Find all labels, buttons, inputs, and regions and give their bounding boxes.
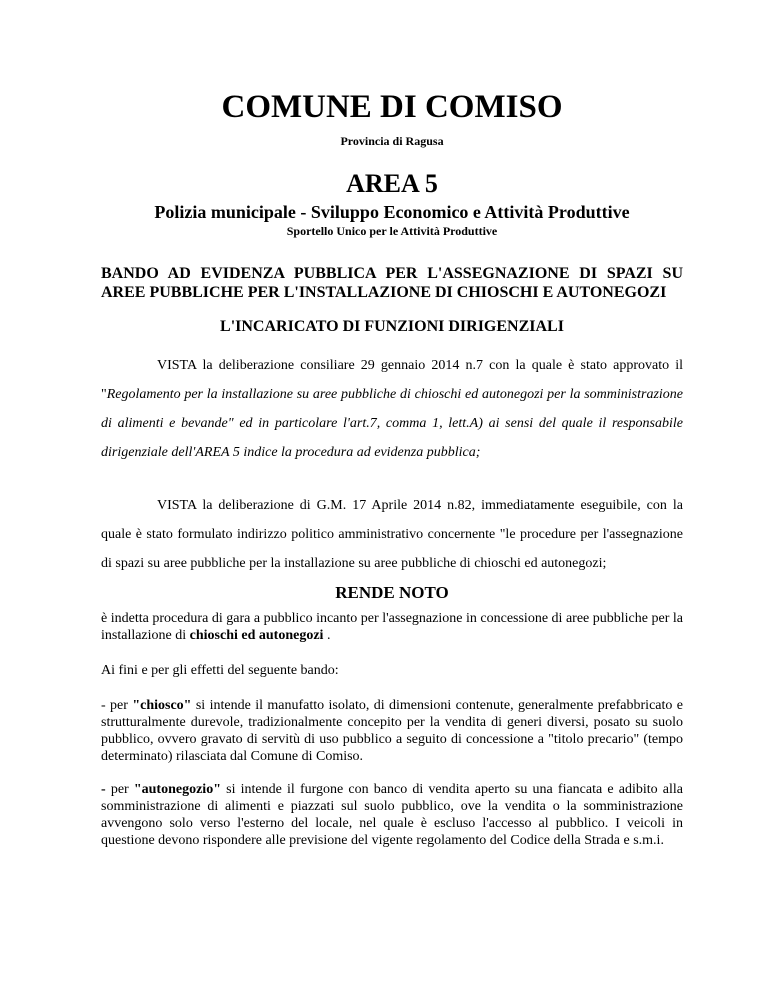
chiosco-paragraph <box>101 697 683 765</box>
ai-fini-paragraph: Ai fini e per gli effetti del seguente bando: <box>101 663 339 678</box>
vista-paragraph-2 <box>101 491 683 578</box>
autonegozio-paragraph <box>101 781 683 849</box>
area-subtitle: Polizia municipale - Sviluppo Economico e Attività Produttive <box>154 202 630 222</box>
chiosco-text: si intende il manufatto isolato, di dimensioni contenute, generalmente prefabbricato e strutturalmente durevole, tradizionalmente concepito per la vendita di generi diversi, posato su suolo pubblico, ovvero gravato di servitù di uso pubblico a seguito di concessione a "titolo precario" (tempo determinato) rilasciata dal Comune di Comiso. <box>101 698 683 764</box>
bando-title: BANDO AD EVIDENZA PUBBLICA PER L'ASSEGNAZIONE DI SPAZI SU AREE PUBBLICHE PER L'INSTALLAZIONE DI CHIOSCHI E AUTONEGOZI <box>101 265 683 301</box>
indetta-end: . <box>323 628 331 643</box>
autonegozio-lead2: per <box>110 782 134 797</box>
area-heading: AREA 5 <box>346 169 438 198</box>
autonegozio-text: si intende il furgone con banco di vendita aperto su una fiancata e adibito alla somministrazione di alimenti e piazzati sul suolo pubblico, ove la vendita o la somministrazione avvengono solo verso l'esterno del locale, nel quale è escluso l'accesso al pubblico. I veicoli in questione devono rispondere alle previsione del vigente regolamento del Codice della Strada e s.m.i. <box>101 782 683 848</box>
autonegozio-lead: - <box>101 782 111 797</box>
vista1-lead: VISTA la deliberazione consiliare 29 gennaio 2014 n.7 con la quale è stato approvato il " <box>101 358 683 402</box>
chiosco-lead: - per <box>101 698 133 713</box>
office-label: Sportello Unico per le Attività Produttive <box>286 224 498 238</box>
chiosco-bold: "chiosco" <box>132 698 192 713</box>
indetta-paragraph <box>101 610 683 644</box>
rende-noto-heading: RENDE NOTO <box>335 583 449 602</box>
indetta-bold: chioschi ed autonegozi <box>189 628 324 643</box>
vista2-text: VISTA la deliberazione di G.M. 17 Aprile 2014 n.82, immediatamente eseguibile, con la quale è stato formulato indirizzo politico amministrativo concernente "le procedure per l'assegnazione di spazi su aree pubbliche per la installazione su aree pubbliche di chioschi ed autonegozi; <box>101 498 683 571</box>
vista-paragraph-1 <box>101 351 683 467</box>
province-label: Provincia di Ragusa <box>340 134 444 148</box>
incaricato-heading: L'INCARICATO DI FUNZIONI DIRIGENZIALI <box>220 318 564 335</box>
indetta-text: è indetta procedura di gara a pubblico incanto per l'assegnazione in concessione di aree pubbliche per la installazione di <box>101 611 683 643</box>
vista1-italic: Regolamento per la installazione su aree pubbliche di chioschi ed autonegozi per la somministrazione di alimenti e bevande" ed in particolare l'art.7, comma 1, lett.A) ai sensi del quale il responsabile dirigenziale dell'AREA 5 indice la procedura ad evidenza pubblica; <box>101 387 683 460</box>
autonegozio-bold: "autonegozio" <box>133 782 221 797</box>
page-title: COMUNE DI COMISO <box>221 89 563 125</box>
